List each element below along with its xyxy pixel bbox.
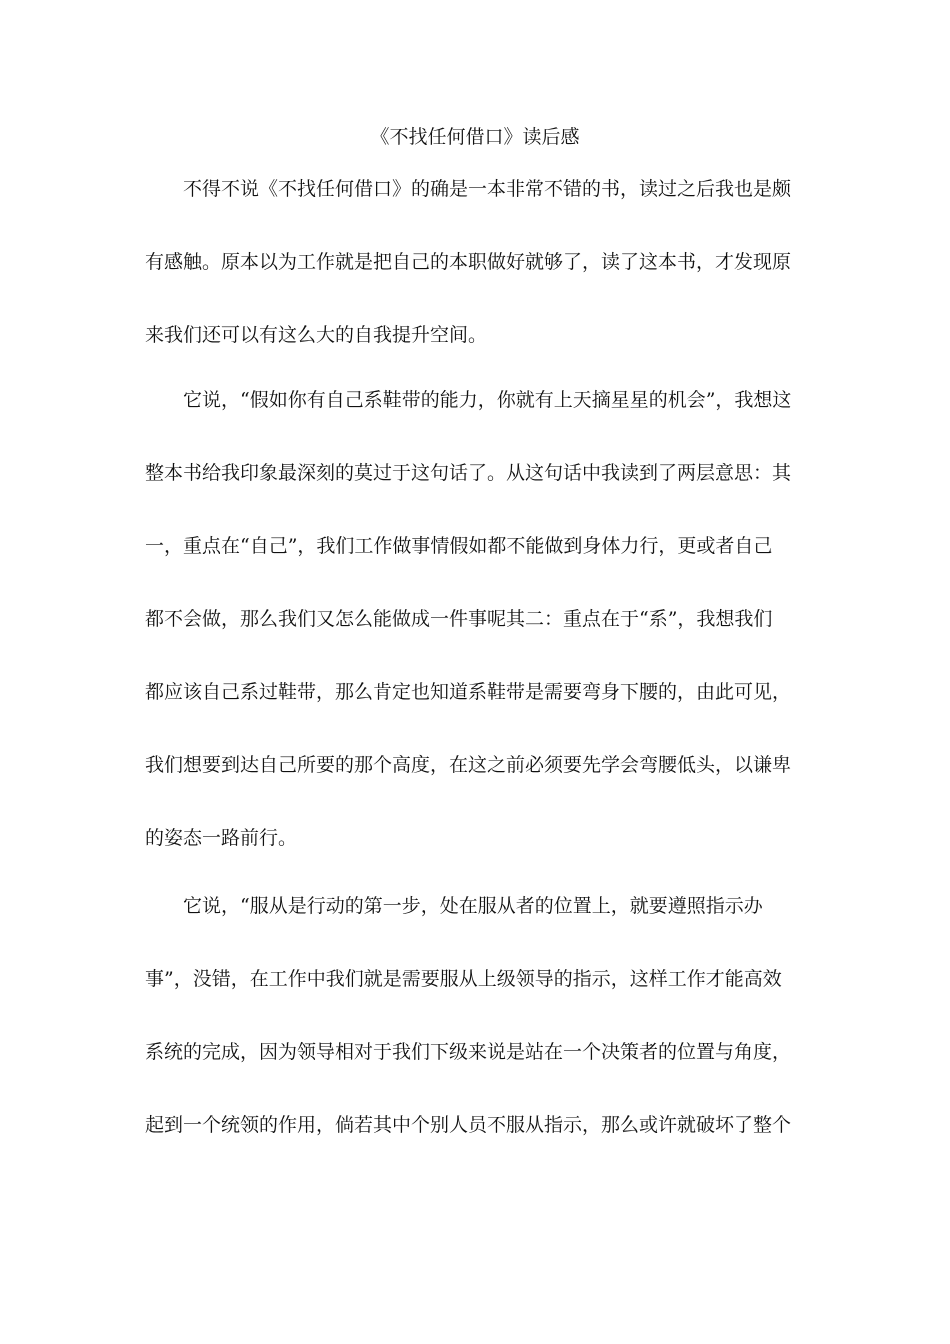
document-title: 《不找任何借口》读后感 [370,126,580,148]
paragraph-3-line-2: 事”，没错，在工作中我们就是需要服从上级领导的指示，这样工作才能高效 [145,968,782,990]
paragraph-1-line-3: 来我们还可以有这么大的自我提升空间。 [145,324,488,346]
paragraph-3-line-3: 系统的完成，因为领导相对于我们下级来说是站在一个决策者的位置与角度， [145,1041,792,1063]
paragraph-2-line-3: 一，重点在“自己”，我们工作做事情假如都不能做到身体力行，更或者自己 [145,535,773,557]
paragraph-2-line-5: 都应该自己系过鞋带，那么肯定也知道系鞋带是需要弯身下腰的，由此可见， [145,681,792,703]
paragraph-2-line-7: 的姿态一路前行。 [145,827,298,849]
paragraph-2-line-2: 整本书给我印象最深刻的莫过于这句话了。从这句话中我读到了两层意思：其 [145,462,792,484]
paragraph-1-line-1: 不得不说《不找任何借口》的确是一本非常不错的书，读过之后我也是颇 [183,178,792,200]
paragraph-2-line-1: 它说，“假如你有自己系鞋带的能力，你就有上天摘星星的机会”，我想这 [183,389,792,411]
paragraph-1-line-2: 有感触。原本以为工作就是把自己的本职做好就够了，读了这本书，才发现原 [145,251,792,273]
paragraph-2-line-6: 我们想要到达自己所要的那个高度，在这之前必须要先学会弯腰低头，以谦卑 [145,754,792,776]
paragraph-2-line-4: 都不会做，那么我们又怎么能做成一件事呢其二：重点在于“系”，我想我们 [145,608,773,630]
paragraph-3-line-1: 它说，“服从是行动的第一步，处在服从者的位置上，就要遵照指示办 [183,895,763,917]
paragraph-3-line-4: 起到一个统领的作用，倘若其中个别人员不服从指示，那么或许就破坏了整个 [145,1114,792,1136]
